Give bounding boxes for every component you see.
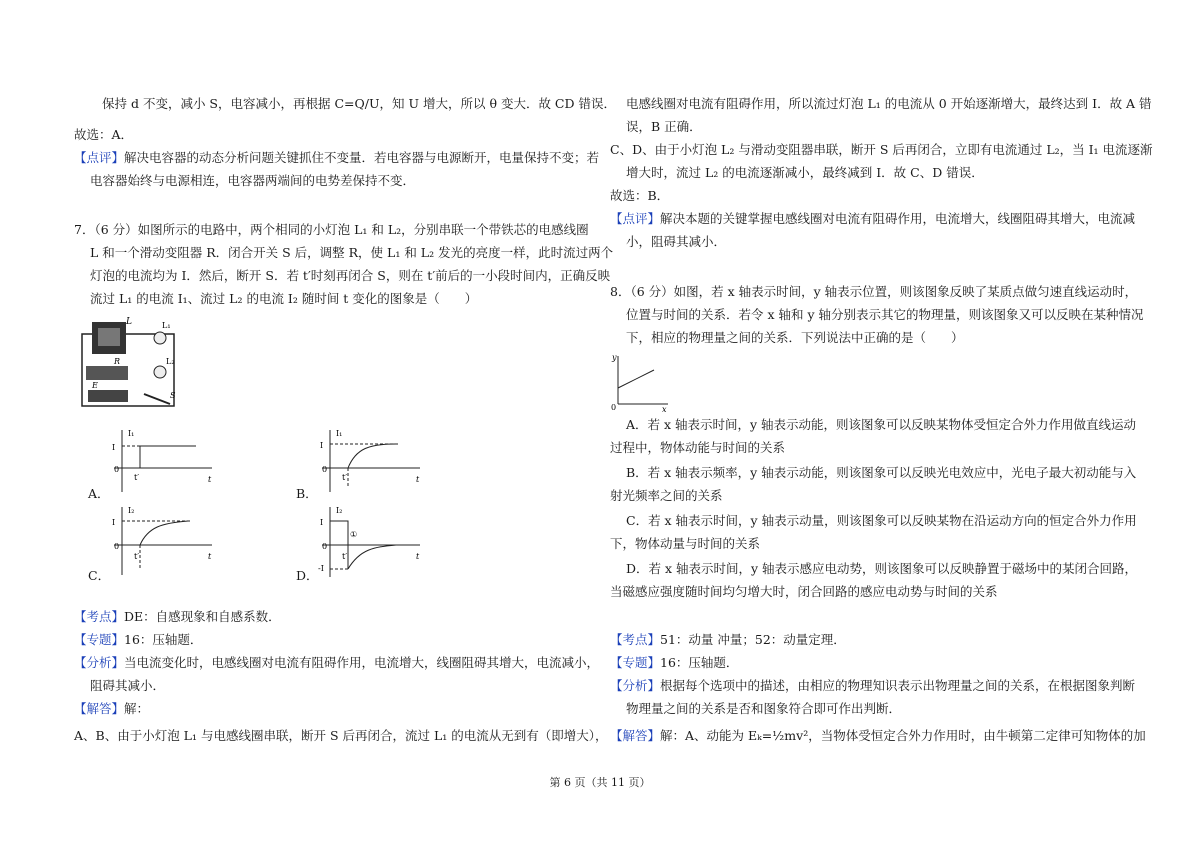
question-7-stem: 7．（6 分）如图所示的电路中，两个相同的小灯泡 L₁ 和 L₂，分别串联一个带铁芯的电感线圈 [74,222,589,237]
text-line: C、D、由于小灯泡 L₂ 与滑动变阻器串联，断开 S 后再闭合，立即有电流通过 L₂，当 I₁ 电流逐渐 [610,142,1153,157]
svg-text:E: E [92,381,98,390]
svg-text:t: t [416,552,420,561]
jieda-line [74,701,149,717]
option-c-graph [104,505,214,580]
svg-text:t′: t′ [342,473,348,482]
text-line: 解：A、动能为 Eₖ=½mv²，当物体受恒定合外力作用时，由牛顿第二定律可知物体的加 [660,728,1146,743]
text-line: 当电流变化时，电感线圈对电流有阻碍作用，电流增大，线圈阻碍其增大，电流减小， [124,655,600,670]
option-a-graph [104,428,214,498]
text-line: 下，物体动量与时间的关系 [610,536,761,551]
text-line: 16：压轴题． [660,655,739,670]
svg-text:L₁: L₁ [162,321,171,330]
text-line: 灯泡的电流均为 I．然后，断开 S．若 t′时刻再闭合 S，则在 t′前后的一小段时间内，正确反映 [90,268,611,283]
option-c-label: C． [88,568,111,583]
svg-text:0: 0 [322,465,328,474]
zhuanti-line [74,632,202,648]
option-a: A．若 x 轴表示时间，y 轴表示动能，则该图象可以反映某物体受恒定合外力作用做直线运动 [626,417,1137,432]
text-line: 解： [124,701,150,716]
zhuanti-tag: 【专题】 [610,655,661,670]
text-line: 阻碍其减小． [90,678,166,693]
svg-text:S: S [170,391,176,400]
text-line: L 和一个滑动变阻器 R．闭合开关 S 后，调整 R，使 L₁ 和 L₂ 发光的亮度一样，此时流过两个 [90,245,614,260]
kaodian-line [610,632,846,648]
option-c: C．若 x 轴表示时间，y 轴表示动量，则该图象可以反映某物在沿运动方向的恒定合外力作用 [626,513,1137,528]
svg-text:I₂: I₂ [336,506,343,515]
text-line: 电容器始终与电源相连，电容器两端间的电势差保持不变． [90,173,416,188]
svg-text:0: 0 [611,403,617,412]
jieda-tag: 【解答】 [610,728,661,743]
text-line: 增大时，流过 L₂ 的电流逐渐减小，最终减到 I．故 C、D 错误． [626,165,984,180]
svg-text:0: 0 [114,465,120,474]
svg-text:I₂: I₂ [128,506,135,515]
text-line: 根据每个选项中的描述，由相应的物理知识表示出物理量之间的关系，在根据图象判断 [660,678,1136,693]
svg-text:0: 0 [322,542,328,551]
text-line: 保持 d 不变，减小 S，电容减小，再根据 C=Q/U，知 U 增大，所以 θ 变大．故 CD 错误． [102,96,616,111]
svg-text:L₂: L₂ [166,357,175,366]
review-tag: 【点评】 [610,211,661,226]
kaodian-tag: 【考点】 [610,632,661,647]
svg-text:I: I [112,443,116,452]
text-line: 小，阻碍其减小． [626,234,727,249]
text-line: 电感线圈对电流有阻碍作用，所以流过灯泡 L₁ 的电流从 0 开始逐渐增大，最终达到 I．故 A 错 [626,96,1152,111]
option-b-label: B． [296,486,318,501]
svg-text:I: I [320,518,324,527]
fenxi-tag: 【分析】 [610,678,661,693]
option-b-graph [312,428,422,498]
svg-text:y: y [612,353,617,362]
text-line: 解决电容器的动态分析问题关键抓住不变量．若电容器与电源断开，电量保持不变；若 [124,150,600,165]
svg-text:t: t [208,552,212,561]
svg-text:R: R [114,357,121,366]
option-a-label: A． [88,486,110,501]
option-d-graph [312,505,422,580]
page-footer: 第 6 页（共 11 页） [549,776,651,789]
svg-text:t′: t′ [342,552,348,561]
svg-text:-I: -I [318,564,324,573]
review-line [74,150,599,166]
zhuanti-tag: 【专题】 [74,632,125,647]
svg-text:t: t [416,475,420,484]
svg-text:L: L [126,317,132,327]
kaodian-line [74,609,281,625]
text-line: DE：自感现象和自感系数． [124,609,281,624]
review-tag: 【点评】 [74,150,125,165]
svg-text:0: 0 [114,542,120,551]
zhuanti-line [610,655,738,671]
option-d: D．若 x 轴表示时间，y 轴表示感应电动势，则该图象可以反映静置于磁场中的某闭合回路， [626,561,1138,576]
fenxi-line [610,678,1135,694]
text-line: 过程中，物体动能与时间的关系 [610,440,786,455]
line-graph [610,352,670,412]
option-d-label: D． [296,568,319,583]
option-b: B．若 x 轴表示频率，y 轴表示动能，则该图象可以反映光电效应中，光电子最大初动能与入 [626,465,1137,480]
svg-text:t: t [208,475,212,484]
text-line: 下，相应的物理量之间的关系．下列说法中正确的是（ ） [626,330,964,345]
fenxi-line [74,655,599,671]
text-line: 故选：B． [610,188,670,203]
text-line: 物理量之间的关系是否和图象符合即可作出判断． [626,701,902,716]
jieda-tag: 【解答】 [74,701,125,716]
text-line: 16：压轴题． [124,632,203,647]
svg-text:t′: t′ [134,473,140,482]
text-line: 位置与时间的关系．若令 x 轴和 y 轴分别表示其它的物理量，则该图象又可以反映在某种情况 [626,307,1144,322]
svg-text:x: x [662,405,667,412]
text-line: A、B、由于小灯泡 L₁ 与电感线圈串联，断开 S 后再闭合，流过 L₁ 的电流从无到有（即增大）， [74,728,608,743]
svg-text:I: I [112,518,116,527]
question-8-stem: 8．（6 分）如图，若 x 轴表示时间，y 轴表示位置，则该图象反映了某质点做匀速直线运动时， [610,284,1138,299]
svg-text:I₁: I₁ [128,429,135,438]
svg-text:t′: t′ [134,552,140,561]
text-line: 当磁感应强度随时间均匀增大时，闭合回路的感应电动势与时间的关系 [610,584,998,599]
text-line: 射光频率之间的关系 [610,488,723,503]
text-line: 误，B 正确． [626,119,702,134]
svg-text:①: ① [350,530,358,539]
kaodian-tag: 【考点】 [74,609,125,624]
jieda-line [610,728,1146,744]
svg-text:I: I [320,441,324,450]
svg-text:I₁: I₁ [336,429,343,438]
circuit-figure [74,314,184,414]
fenxi-tag: 【分析】 [74,655,125,670]
text-line: 51：动量 冲量；52：动量定理． [660,632,846,647]
text-line: 流过 L₁ 的电流 I₁、流过 L₂ 的电流 I₂ 随时间 t 变化的图象是（ ） [90,291,478,306]
review-line [610,211,1135,227]
text-line: 故选：A． [74,127,134,142]
text-line: 解决本题的关键掌握电感线圈对电流有阻碍作用，电流增大，线圈阻碍其增大，电流减 [660,211,1136,226]
